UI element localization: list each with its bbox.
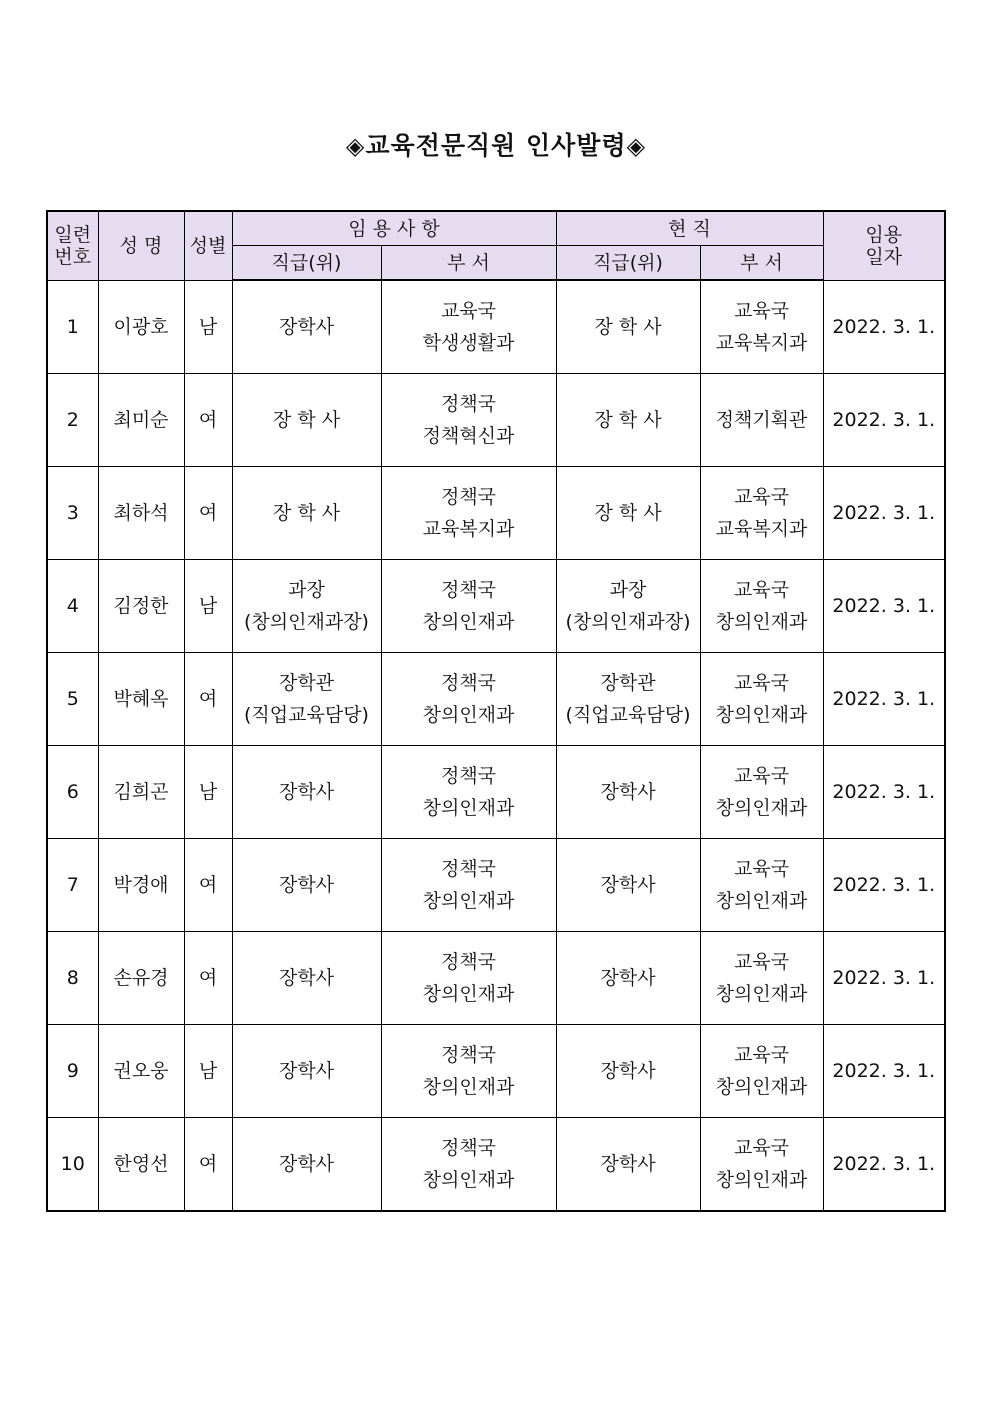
cell-new-department-line: 창의인재과 [422,1076,515,1098]
cell-serial-number: 8 [47,932,98,1025]
cell-new-department-line: 정책혁신과 [422,425,515,447]
cell-new-department [381,280,556,374]
cell-name: 박경애 [98,839,184,932]
cell-gender: 여 [184,1118,232,1212]
cell-name: 손유경 [98,932,184,1025]
header-new-rank: 직급(위) [232,246,381,281]
cell-current-rank-line: 장학사 [600,1060,656,1082]
cell-new-department-line: 정책국 [440,486,497,508]
cell-new-rank [232,839,381,932]
cell-new-rank [232,280,381,374]
cell-current-rank-line: 장학관 [600,672,656,694]
cell-current-department-line: 창의인재과 [715,983,808,1005]
cell-gender: 남 [184,280,232,374]
cell-gender: 남 [184,560,232,653]
cell-appointment-date: 2022. 3. 1. [823,653,945,746]
cell-new-department-line: 정책국 [440,1137,497,1159]
cell-new-department-line: 정책국 [440,858,497,880]
cell-new-rank-line: 장학관 [278,672,335,694]
cell-serial-number: 1 [47,280,98,374]
cell-new-department-line: 창의인재과 [422,1169,515,1191]
cell-current-rank-line: 장 학 사 [594,409,662,431]
cell-new-department-line: 창의인재과 [422,890,515,912]
cell-new-department [381,653,556,746]
table-row [47,1118,945,1212]
table-row [47,467,945,560]
cell-new-rank-line: 장학사 [278,1060,335,1082]
cell-new-rank-line: 장학사 [278,1153,335,1175]
cell-current-department-line: 교육국 [733,858,790,880]
cell-gender: 여 [184,932,232,1025]
cell-new-rank-line: (직업교육담당) [244,704,369,726]
cell-name: 김정한 [98,560,184,653]
cell-new-department [381,560,556,653]
cell-current-department-line: 교육국 [733,1044,790,1066]
cell-new-department-line: 교육복지과 [422,518,515,540]
cell-name: 김희곤 [98,746,184,839]
cell-current-rank-line: 장 학 사 [594,502,662,524]
cell-appointment-date: 2022. 3. 1. [823,1118,945,1212]
cell-serial-number: 6 [47,746,98,839]
cell-current-department [700,560,823,653]
cell-new-department-line: 정책국 [440,672,497,694]
cell-current-department-line: 창의인재과 [715,890,808,912]
cell-appointment-date: 2022. 3. 1. [823,280,945,374]
cell-current-department-line: 정책기획관 [715,409,808,431]
cell-new-department [381,932,556,1025]
cell-new-rank [232,374,381,467]
cell-gender: 여 [184,374,232,467]
table-row [47,374,945,467]
cell-current-department-line: 교육국 [733,300,790,322]
header-appointment-date: 임용 일자 [823,211,945,280]
cell-current-department-line: 창의인재과 [715,797,808,819]
cell-new-rank [232,560,381,653]
cell-new-department [381,1118,556,1212]
diamond-marker-right: ◈ [626,132,647,160]
header-name: 성 명 [98,211,184,280]
cell-new-department [381,839,556,932]
cell-serial-number: 9 [47,1025,98,1118]
cell-new-department [381,746,556,839]
cell-current-rank-line: (직업교육담당) [565,704,691,726]
cell-new-department-line: 창의인재과 [422,704,515,726]
cell-name: 권오웅 [98,1025,184,1118]
cell-current-department [700,1118,823,1212]
cell-current-department-line: 창의인재과 [715,1076,808,1098]
cell-current-department [700,653,823,746]
table-row [47,280,945,374]
cell-current-department [700,374,823,467]
cell-new-department [381,1025,556,1118]
cell-current-rank-line: 장학사 [600,1153,656,1175]
cell-current-department-line: 교육국 [733,579,790,601]
cell-new-department-line: 창의인재과 [422,983,515,1005]
cell-name: 박혜옥 [98,653,184,746]
cell-current-department-line: 교육국 [733,765,790,787]
cell-serial-number: 10 [47,1118,98,1212]
table-row [47,653,945,746]
cell-appointment-date: 2022. 3. 1. [823,839,945,932]
cell-new-department [381,374,556,467]
cell-new-rank-line: 장 학 사 [272,409,341,431]
cell-current-rank-line: 과장 [609,579,647,601]
cell-appointment-date: 2022. 3. 1. [823,932,945,1025]
cell-serial-number: 3 [47,467,98,560]
cell-new-rank-line: 장학사 [278,316,335,338]
cell-current-rank [556,746,700,839]
header-new-department: 부 서 [381,246,556,281]
cell-gender: 남 [184,1025,232,1118]
cell-current-department-line: 교육국 [733,951,790,973]
cell-appointment-date: 2022. 3. 1. [823,746,945,839]
cell-current-rank-line: 장 학 사 [594,316,662,338]
cell-current-rank [556,653,700,746]
cell-current-rank-line: 장학사 [600,874,656,896]
personnel-table [46,210,946,1212]
cell-new-department-line: 정책국 [440,579,497,601]
cell-current-department-line: 교육복지과 [715,518,808,540]
header-current-department: 부 서 [700,246,823,281]
cell-new-rank [232,653,381,746]
cell-new-rank-line: 장학사 [278,874,335,896]
cell-serial-number: 5 [47,653,98,746]
cell-current-department-line: 교육국 [733,672,790,694]
cell-current-rank [556,280,700,374]
cell-new-rank-line: 장 학 사 [272,502,341,524]
cell-current-department [700,1025,823,1118]
cell-current-rank [556,374,700,467]
table-row [47,839,945,932]
cell-new-rank-line: 장학사 [278,781,335,803]
cell-serial-number: 4 [47,560,98,653]
cell-new-rank-line: 장학사 [278,967,335,989]
header-appointment: 임 용 사 항 [232,211,556,246]
cell-gender: 여 [184,653,232,746]
cell-new-rank [232,932,381,1025]
cell-new-department-line: 학생생활과 [422,332,515,354]
cell-current-department-line: 창의인재과 [715,611,808,633]
cell-current-rank [556,560,700,653]
cell-new-department-line: 정책국 [440,951,497,973]
cell-appointment-date: 2022. 3. 1. [823,467,945,560]
cell-new-department-line: 정책국 [440,393,497,415]
table-row [47,1025,945,1118]
cell-current-rank-line: (창의인재과장) [565,611,691,633]
cell-name: 이광호 [98,280,184,374]
document-title-text: 교육전문직원 인사발령 [365,131,627,160]
cell-current-department [700,746,823,839]
cell-current-department [700,932,823,1025]
cell-current-department [700,839,823,932]
cell-current-rank-line: 장학사 [600,781,656,803]
cell-gender: 여 [184,839,232,932]
cell-gender: 여 [184,467,232,560]
cell-new-department-line: 창의인재과 [422,797,515,819]
cell-appointment-date: 2022. 3. 1. [823,560,945,653]
cell-gender: 남 [184,746,232,839]
cell-current-rank [556,467,700,560]
cell-current-rank [556,839,700,932]
cell-current-department [700,280,823,374]
cell-new-department-line: 교육국 [440,300,497,322]
cell-current-rank-line: 장학사 [600,967,656,989]
cell-current-department-line: 교육국 [733,1137,790,1159]
header-current-position: 현 직 [556,211,823,246]
header-gender: 성별 [184,211,232,280]
cell-appointment-date: 2022. 3. 1. [823,1025,945,1118]
cell-serial-number: 2 [47,374,98,467]
cell-name: 최하석 [98,467,184,560]
cell-new-rank-line: (창의인재과장) [244,611,369,633]
cell-new-rank [232,1025,381,1118]
cell-new-rank [232,1118,381,1212]
table-row [47,560,945,653]
cell-new-department-line: 창의인재과 [422,611,515,633]
cell-current-rank [556,1118,700,1212]
cell-current-department [700,467,823,560]
cell-new-department-line: 정책국 [440,765,497,787]
cell-new-rank-line: 과장 [288,579,325,601]
cell-current-department-line: 교육국 [733,486,790,508]
cell-new-rank [232,746,381,839]
table-body [47,280,945,1211]
cell-current-department-line: 창의인재과 [715,1169,808,1191]
cell-serial-number: 7 [47,839,98,932]
cell-current-department-line: 창의인재과 [715,704,808,726]
header-serial-number: 일련 번호 [47,211,98,280]
cell-current-department-line: 교육복지과 [715,332,808,354]
cell-name: 한영선 [98,1118,184,1212]
cell-appointment-date: 2022. 3. 1. [823,374,945,467]
header-current-rank: 직급(위) [556,246,700,281]
cell-new-department-line: 정책국 [440,1044,497,1066]
table-row [47,746,945,839]
cell-new-department [381,467,556,560]
cell-current-rank [556,1025,700,1118]
cell-name: 최미순 [98,374,184,467]
cell-new-rank [232,467,381,560]
document-title [0,126,992,162]
diamond-marker-left: ◈ [345,132,366,160]
table-row [47,932,945,1025]
cell-current-rank [556,932,700,1025]
